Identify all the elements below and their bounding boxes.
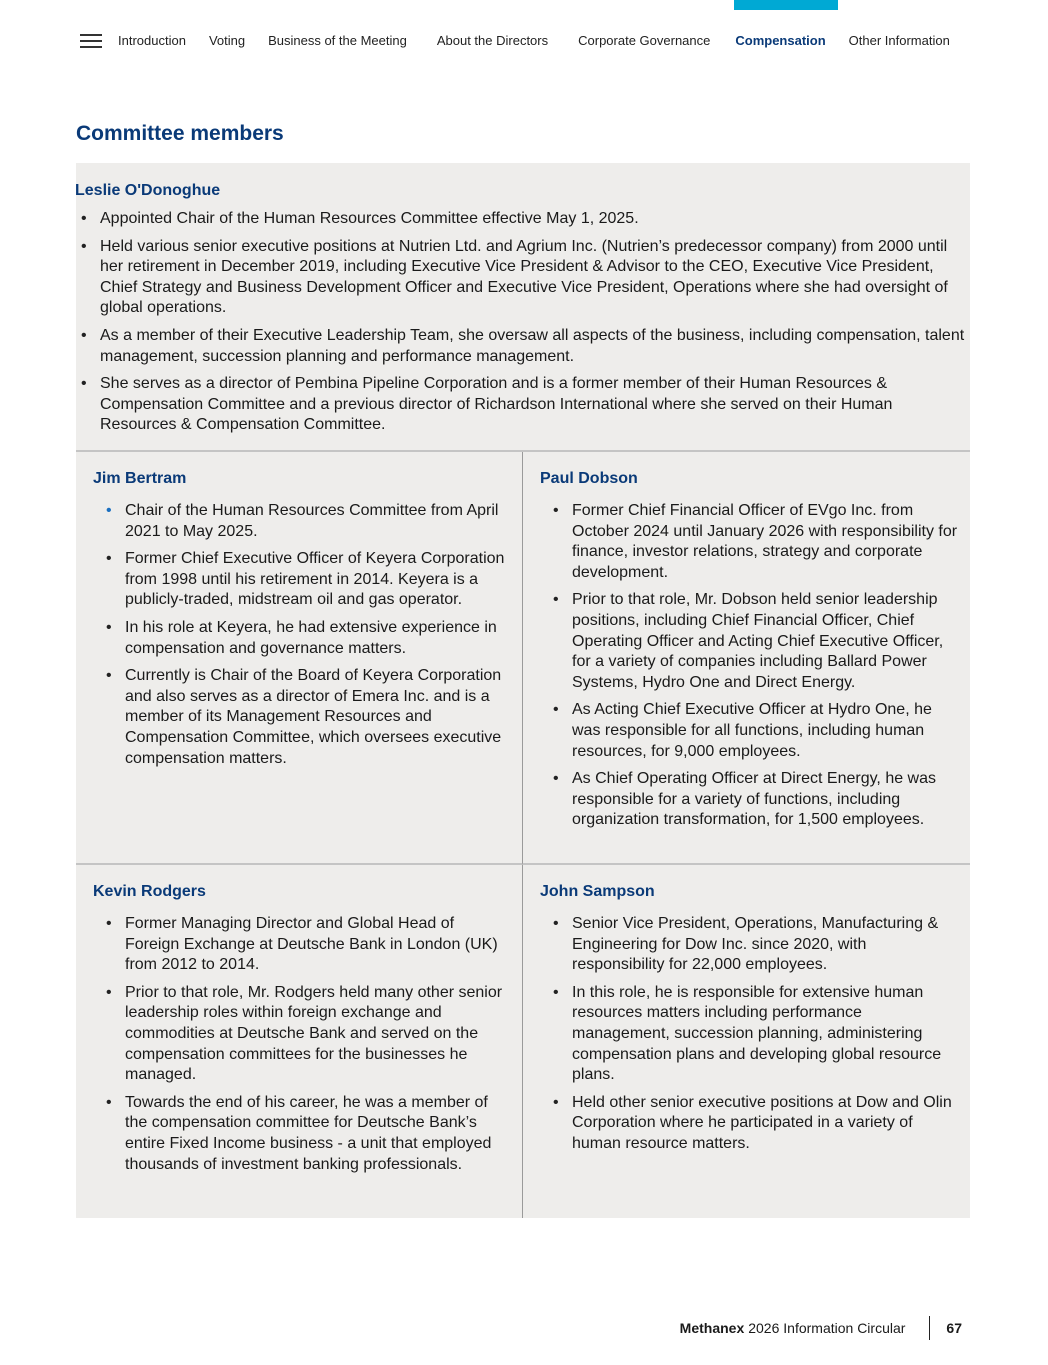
member-card (76, 865, 523, 1218)
member-name: Jim Bertram (93, 470, 187, 487)
bullet-list (100, 209, 966, 443)
nav-other-information[interactable]: Other Information (848, 33, 950, 48)
nav-corporate-governance[interactable]: Corporate Governance (578, 33, 711, 48)
list-item: • As Acting Chief Executive Officer at Hydro One, he was responsible for all functions, including human resources, for 9,000 employees. (572, 700, 958, 762)
members-grid (76, 450, 970, 1218)
list-item: • Former Managing Director and Global Head of Foreign Exchange at Deutsche Bank in London (UK) from 2012 to 2014. (125, 914, 511, 976)
footer-doc-title: 2026 Information Circular (748, 1320, 906, 1336)
nav-introduction[interactable]: Introduction (118, 33, 186, 48)
member-name: Leslie O'Donoghue (75, 182, 221, 199)
footer-divider (929, 1316, 930, 1340)
list-item: • Appointed Chair of the Human Resources Committee effective May 1, 2025. (100, 209, 966, 230)
member-name: John Sampson (540, 883, 655, 900)
member-card (523, 452, 970, 865)
member-card (76, 452, 523, 865)
list-item: • Senior Vice President, Operations, Manufacturing & Engineering for Dow Inc. since 2020, with responsibility for 22,000 employees. (572, 914, 958, 976)
list-item: • Held other senior executive positions at Dow and Olin Corporation where he participated in a variety of human resource matters. (572, 1093, 958, 1155)
lead-member-panel (76, 163, 970, 450)
active-tab-indicator (734, 0, 838, 10)
nav-compensation[interactable]: Compensation (735, 33, 826, 48)
member-name: Kevin Rodgers (93, 883, 206, 900)
list-item: • Prior to that role, Mr. Rodgers held many other senior leadership roles within foreign exchange and commodities at Deutsche Bank and served on the compensation committees for the businesses he managed. (125, 983, 511, 1086)
list-item: • In his role at Keyera, he had extensive experience in compensation and governance matters. (125, 618, 511, 659)
nav-voting[interactable]: Voting (208, 33, 246, 48)
list-item: • Currently is Chair of the Board of Keyera Corporation and also serves as a director of Emera Inc. and is a member of its Management Resources and Compensation Committee, which oversees executive compensation matters. (125, 666, 511, 769)
list-item: • Prior to that role, Mr. Dobson held senior leadership positions, including Chief Financial Officer, Chief Operating Officer and Acting Chief Executive Officer, for a variety of companies including Ballard Power Systems, Hydro One and Direct Energy. (572, 590, 958, 693)
list-item: • She serves as a director of Pembina Pipeline Corporation and is a former member of their Human Resources & Compensation Committee and a previous director of Richardson International where she served on their Human Resources & Compensation Committee. (100, 374, 966, 436)
list-item: • Former Chief Executive Officer of Keyera Corporation from 1998 until his retirement in 2014. Keyera is a publicly-traded, midstream oil and gas operator. (125, 549, 511, 611)
member-card (523, 865, 970, 1218)
list-item: • As Chief Operating Officer at Direct Energy, he was responsible for a variety of functions, including organization transformation, for 1,500 employees. (572, 769, 958, 831)
footer-brand: Methanex (679, 1320, 745, 1336)
nav-business-of-meeting[interactable]: Business of the Meeting (268, 33, 407, 48)
list-item: • As a member of their Executive Leadership Team, she oversaw all aspects of the business, including compensation, talent management, succession planning and performance management. (100, 326, 966, 367)
list-item: • Held various senior executive positions at Nutrien Ltd. and Agrium Inc. (Nutrien’s predecessor company) from 2000 until her retirement in December 2019, including Executive Vice President & Advisor to the CEO, Executive Vice President, Chief Strategy and Business Development Officer and Executive Vice President, Operations where she had oversight of global operations. (100, 237, 966, 319)
menu-icon[interactable] (80, 34, 102, 48)
list-item: • Former Chief Financial Officer of EVgo Inc. from October 2024 until January 2026 with responsibility for finance, investor relations, strategy and corporate development. (572, 501, 958, 583)
list-item: • Chair of the Human Resources Committee from April 2021 to May 2025. (125, 501, 511, 542)
page-number: 67 (946, 1320, 962, 1336)
list-item: • In this role, he is responsible for extensive human resources matters including performance management, succession planning, administering compensation plans and developing global resource plans. (572, 983, 958, 1086)
nav-about-directors[interactable]: About the Directors (436, 33, 549, 48)
page-title: Committee members (76, 122, 284, 145)
page-footer (680, 1316, 966, 1340)
list-item: • Towards the end of his career, he was a member of the compensation committee for Deutsche Bank’s entire Fixed Income business - a unit that employed thousands of investment banking professionals. (125, 1093, 511, 1175)
top-nav (80, 33, 973, 48)
member-name: Paul Dobson (540, 470, 638, 487)
